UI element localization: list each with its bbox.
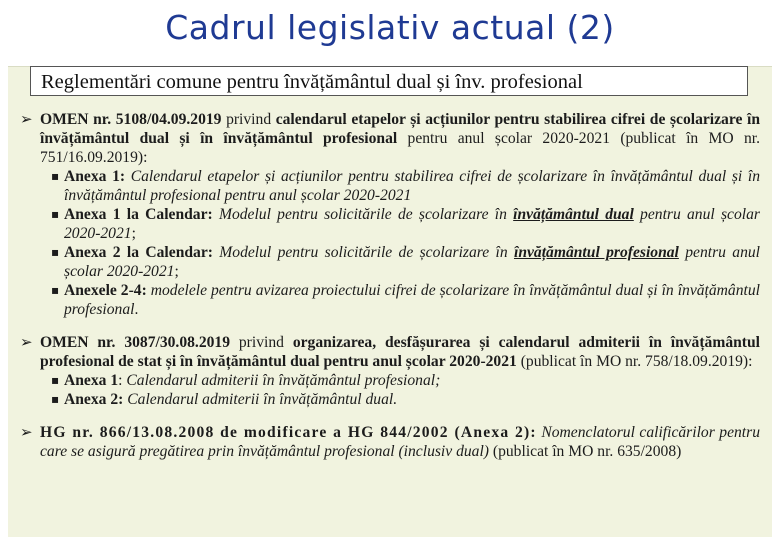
arrow-bullet-icon: ➢	[20, 333, 33, 351]
sub-item-label: Anexele 2-4:	[64, 282, 147, 299]
text: privind	[221, 111, 276, 128]
content-body	[20, 110, 760, 461]
text-bold: calendarul etapelor și acțiunilor pentru stabilirea cifrei de școlarizare în învățământul dual și în învățământul profesional	[40, 111, 761, 147]
text: (publicat în MO nr. 758/18.09.2019):	[516, 353, 753, 370]
list-item-hg-866	[20, 423, 760, 461]
legal-reference: HG nr. 866/13.08.2008 de modificare a HG 844/2002 (Anexa 2):	[40, 424, 537, 441]
text: pentru anul școlar 2020-2021 (publicat în MO nr. 751/16.09.2019):	[40, 130, 760, 166]
sub-item-anexa-1-admitere	[20, 371, 760, 390]
sub-item-label: Anexa 2:	[64, 391, 124, 408]
arrow-bullet-icon: ➢	[20, 110, 33, 128]
punctuation: .	[134, 301, 139, 318]
square-bullet-icon: ▪	[51, 283, 60, 297]
list-item-omen-5108	[20, 110, 760, 167]
sub-item-emphasis: învățământul dual	[513, 206, 634, 223]
sub-item-text: pentru anul școlar 2020-2021	[64, 206, 760, 242]
text-italic: Nomenclatorul calificărilor pentru care se asigură pregătirea prin învățământul profesional (inclusiv dual)	[40, 424, 761, 460]
sub-item-emphasis: învățământul profesional	[513, 244, 679, 261]
arrow-bullet-icon: ➢	[20, 423, 33, 441]
sub-item-text: Calendarul admiterii în învățământul profesional;	[122, 372, 441, 389]
sub-item-text: Modelul pentru solicitările de școlarizare în	[212, 206, 514, 223]
legal-reference: OMEN nr. 5108/04.09.2019	[40, 111, 222, 128]
sub-item-anexa-2-admitere	[20, 390, 760, 409]
sub-item-label: Anexa 1:	[64, 168, 126, 185]
square-bullet-icon: ▪	[51, 245, 60, 259]
sub-item-anexa-1-calendar	[20, 205, 760, 243]
sub-item-label: Anexa 1	[64, 372, 119, 389]
section-subtitle: Reglementări comune pentru învățământul dual și înv. profesional	[30, 66, 748, 96]
sub-item-anexele-2-4	[20, 281, 760, 319]
sub-item-text: modelele pentru avizarea proiectului cifrei de școlarizare în învățământul dual și în învățământul profesional	[64, 282, 760, 318]
sub-item-text: pentru anul școlar 2020-2021	[64, 244, 760, 280]
sub-item-anexa-1	[20, 167, 760, 205]
sub-item-text: Calendarul etapelor și acțiunilor pentru stabilirea cifrei de școlarizare în învățământul dual și în învățământul profesional pentru anul școlar 2020-2021	[64, 168, 760, 204]
square-bullet-icon: ▪	[51, 169, 60, 183]
square-bullet-icon: ▪	[51, 207, 60, 221]
legal-reference: OMEN nr. 3087/30.08.2019	[40, 334, 231, 351]
page-title: Cadrul legislativ actual (2)	[165, 8, 615, 47]
text: privind	[230, 334, 293, 351]
list-item-omen-3087	[20, 333, 760, 371]
punctuation: :	[118, 372, 123, 389]
sub-item-label: Anexa 1 la Calendar:	[64, 206, 213, 223]
sub-item-label: Anexa 2 la Calendar:	[64, 244, 213, 261]
punctuation: ;	[174, 263, 179, 280]
square-bullet-icon: ▪	[51, 392, 60, 406]
sub-item-text: Calendarul admiterii în învățământul dual.	[123, 391, 398, 408]
sub-item-text: Modelul pentru solicitările de școlarizare în	[212, 244, 514, 261]
text-bold: organizarea, desfășurarea și calendarul admiterii în învățământul profesional de stat și în învățământul dual pentru anul școlar 2020-2021	[40, 334, 760, 370]
square-bullet-icon: ▪	[51, 373, 60, 387]
text: (publicat în MO nr. 635/2008)	[489, 443, 682, 460]
punctuation: ;	[131, 225, 136, 242]
sub-item-anexa-2-calendar	[20, 243, 760, 281]
